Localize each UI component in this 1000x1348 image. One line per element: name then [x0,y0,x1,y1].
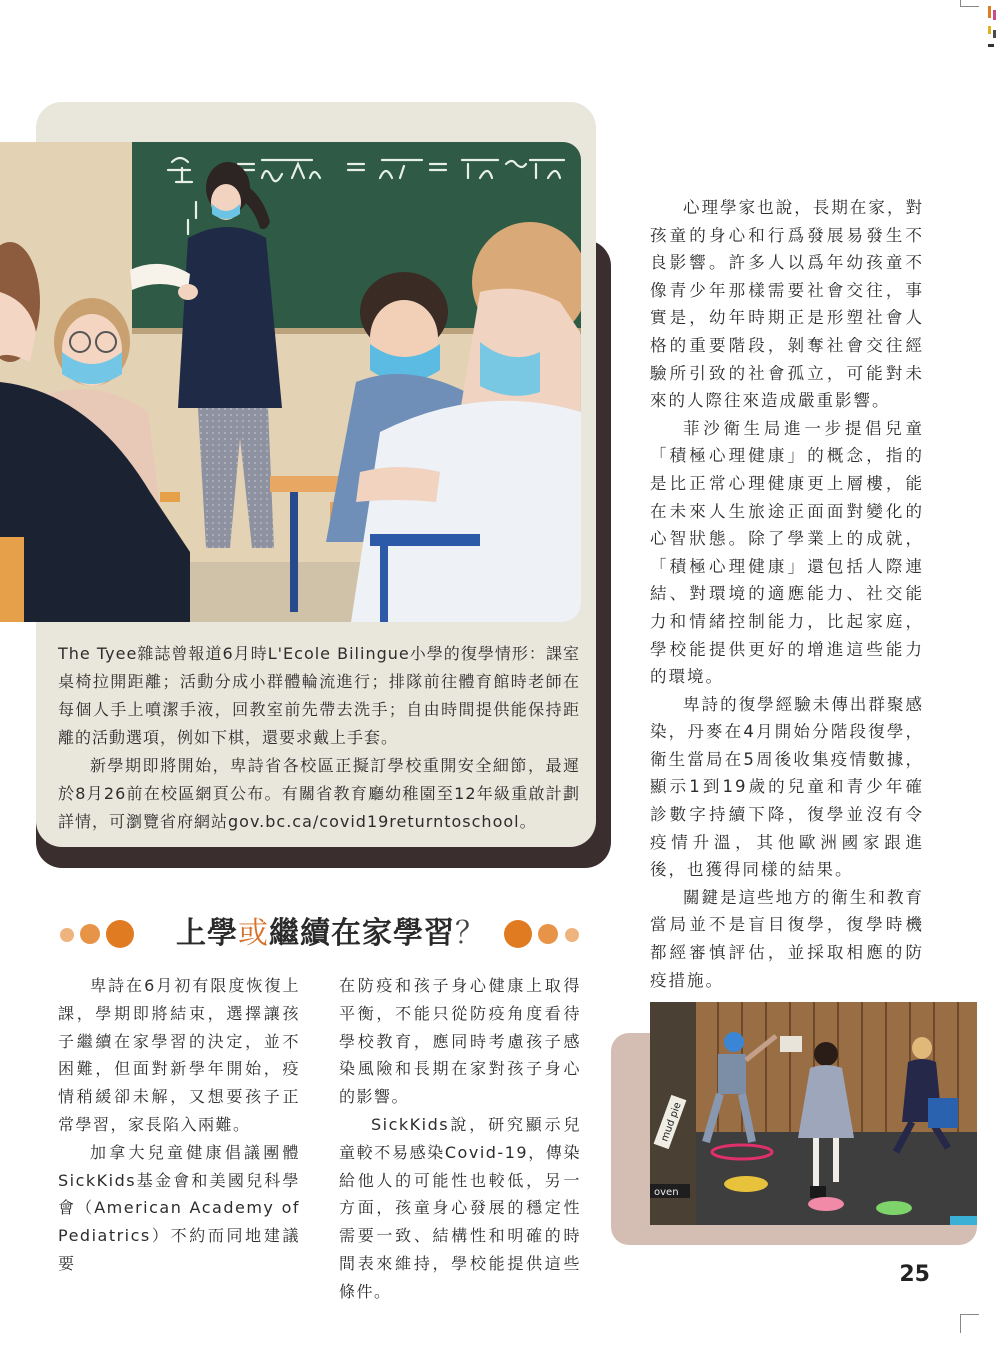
title-part-1: 上學 [176,916,238,951]
col-b-paragraph-2: SickKids說，研究顯示兒童較不易感染Covid-19，傳染給他人的可能性也較低，另一方面，孩童身心發展的穩定性需要一致、結構性和明確的時間表來維持，學校能提供這些條件。 [339,1114,581,1301]
title-part-2: 或 [238,916,269,951]
section-title [166,912,496,956]
article-column-b [339,972,581,1306]
right-paragraph-2: 菲沙衛生局進一步提倡兒童「積極心理健康」的概念，指的是比正常心理健康更上層樓，能在未來人生旅途正面面對變化的心智狀態。除了學業上的成就，「積極心理健康」還包括人際連結、對環境的適應能力、社交能力和情緒控制能力，比起家庭，學校能提供更好的增進這些能力的環境。 [650,418,924,687]
mud-pie-sign: mud pie [659,1101,684,1144]
heading-dot-icon [504,920,532,948]
title-part-3: 繼續在家學習 [269,916,455,951]
right-article-column [650,194,924,994]
photo-caption [58,640,580,836]
heading-dot-icon [60,928,74,942]
heading-dot-icon [106,920,134,948]
caption-paragraph-2: 新學期即將開始，卑詩省各校區正擬訂學校重開安全細節，最遲於8月26前在校區網頁公布。有關省教育廳幼稚園至12年級重啟計劃詳情，可瀏覽省府網站gov.bc.ca/covid19returntoschool。 [58,756,580,831]
heading-dot-icon [538,924,558,944]
col-a-paragraph-2: 加拿大兒童健康倡議團體SickKids基金會和美國兒科學會（American Academy of Pediatrics）不約而同地建議要 [58,1142,300,1273]
col-a-paragraph-1: 卑詩在6月初有限度恢復上課，學期即將結束，選擇讓孩子繼續在家學習的決定，並不困難，但面對新學年開始，疫情稍緩卻未解，又想要孩子正常學習，家長陷入兩難。 [58,976,300,1134]
crop-mark-bottom [960,1314,979,1333]
col-b-paragraph-1: 在防疫和孩子身心健康上取得平衡，不能只從防疫角度看待學校教育，應同時考慮孩子感染風險和長期在家對孩子身心的影響。 [339,976,581,1107]
classroom-photo [0,142,581,622]
right-paragraph-3: 卑詩的復學經驗未傳出群聚感染，丹麥在4月開始分階段復學，衛生當局在5周後收集疫情數據，顯示1到19歲的兒童和青少年確診數字持續下降，復學並沒有令疫情升溫，其他歐洲國家跟進後，也獲得同樣的結果。 [650,694,924,880]
crop-mark-top [960,0,979,7]
section-heading [58,910,582,960]
heading-dot-icon [565,928,579,942]
article-column-a [58,972,300,1278]
oven-sign: oven [654,1187,679,1198]
edge-color-tab [982,0,1000,70]
right-paragraph-1: 心理學家也說，長期在家，對孩童的身心和行爲發展易發生不良影響。許多人以爲年幼孩童不像青少年那樣需要社會交往，事實是，幼年時期正是形塑社會人格的重要階段，剝奪社會交往經驗所引致的社會孤立，可能對未來的人際往來造成嚴重影響。 [650,198,924,411]
playground-photo [650,1002,977,1225]
heading-dot-icon [80,924,100,944]
right-paragraph-4: 關鍵是這些地方的衛生和教育當局並不是盲目復學，復學時機都經審慎評估，並採取相應的防疫措施。 [650,887,924,990]
page-number: 25 [899,1262,930,1287]
title-part-4: ？ [455,916,486,951]
caption-paragraph-1: The Tyee雜誌曾報道6月時L'Ecole Bilingue小學的復學情形：課室桌椅拉開距離；活動分成小群體輪流進行；排隊前往體育館時老師在每個人手上噴潔手液，回教室前先帶去洗手；自由時間提供能保持距離的活動選項，例如下棋，還要求戴上手套。 [58,644,580,747]
